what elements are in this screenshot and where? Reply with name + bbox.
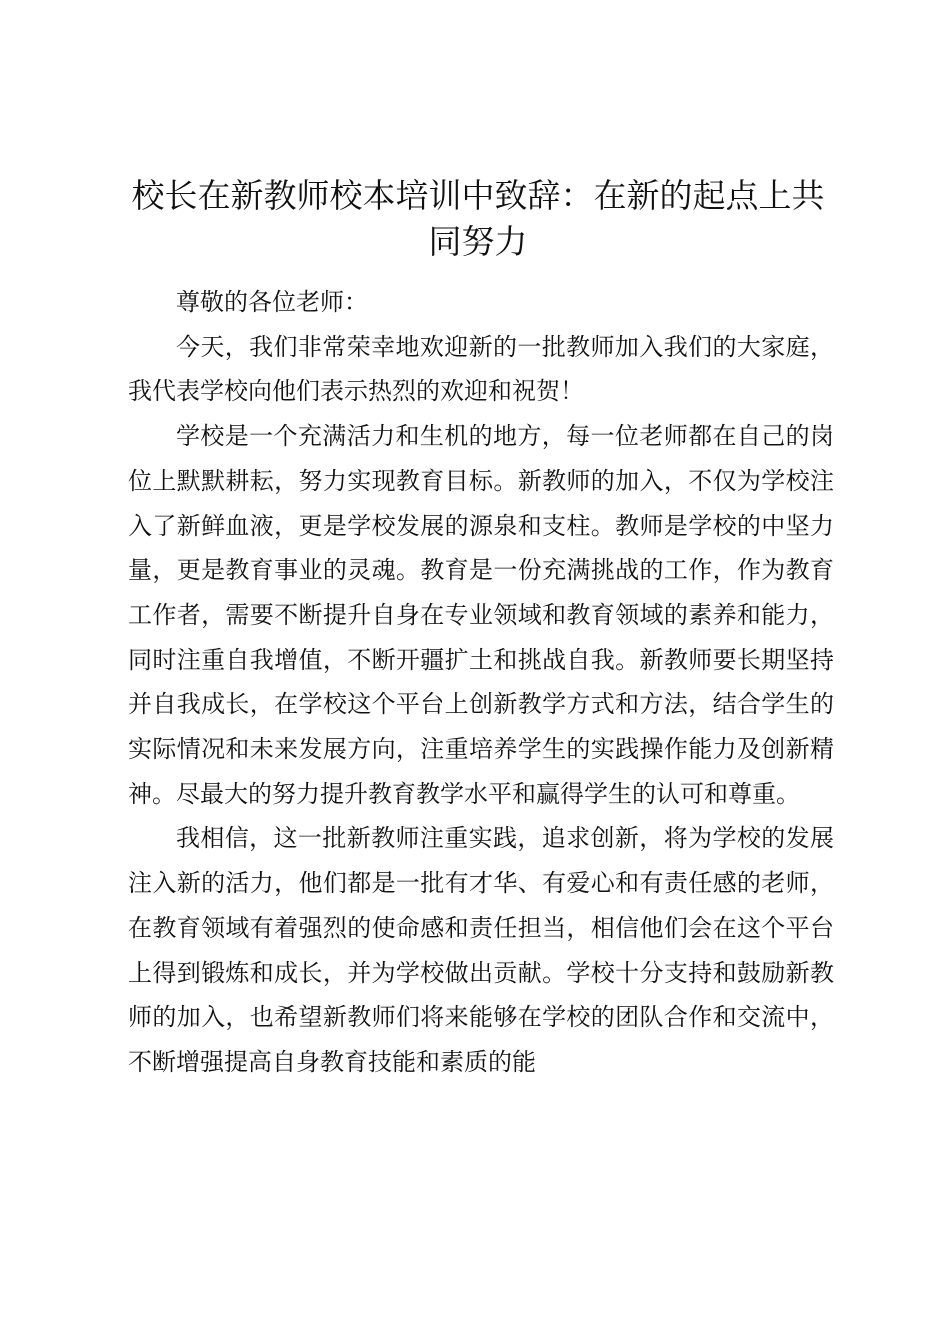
- belief-paragraph: 我相信，这一批新教师注重实践，追求创新，将为学校的发展注入新的活力，他们都是一批有才华、有爱心和有责任感的老师，在教育领域有着强烈的使命感和责任担当，相信他们会在这个平台上得到锻炼和成长，并为学校做出贡献。学校十分支持和鼓励新教师的加入，也希望新教师们将来能够在学校的团队合作和交流中，不断增强提高自身教育技能和素质的能: [128, 824, 834, 1076]
- document-body: [128, 280, 834, 1085]
- welcome-paragraph: 今天，我们非常荣幸地欢迎新的一批教师加入我们的大家庭，我代表学校向他们表示热烈的欢迎和祝贺！: [128, 332, 834, 406]
- school-paragraph: 学校是一个充满活力和生机的地方，每一位老师都在自己的岗位上默默耕耘，努力实现教育目标。新教师的加入，不仅为学校注入了新鲜血液，更是学校发展的源泉和支柱。教师是学校的中坚力量，更是教育事业的灵魂。教育是一份充满挑战的工作，作为教育工作者，需要不断提升自身在专业领域和教育领域的素养和能力，同时注重自我增值，不断开疆扩土和挑战自我。新教师要长期坚持并自我成长，在学校这个平台上创新教学方式和方法，结合学生的实际情况和未来发展方向，注重培养学生的实践操作能力及创新精神。尽最大的努力提升教育教学水平和赢得学生的认可和尊重。: [128, 422, 834, 808]
- document-title: 校长在新教师校本培训中致辞：在新的起点上共同努力: [131, 176, 825, 261]
- salutation-paragraph: 尊敬的各位老师：: [176, 288, 368, 316]
